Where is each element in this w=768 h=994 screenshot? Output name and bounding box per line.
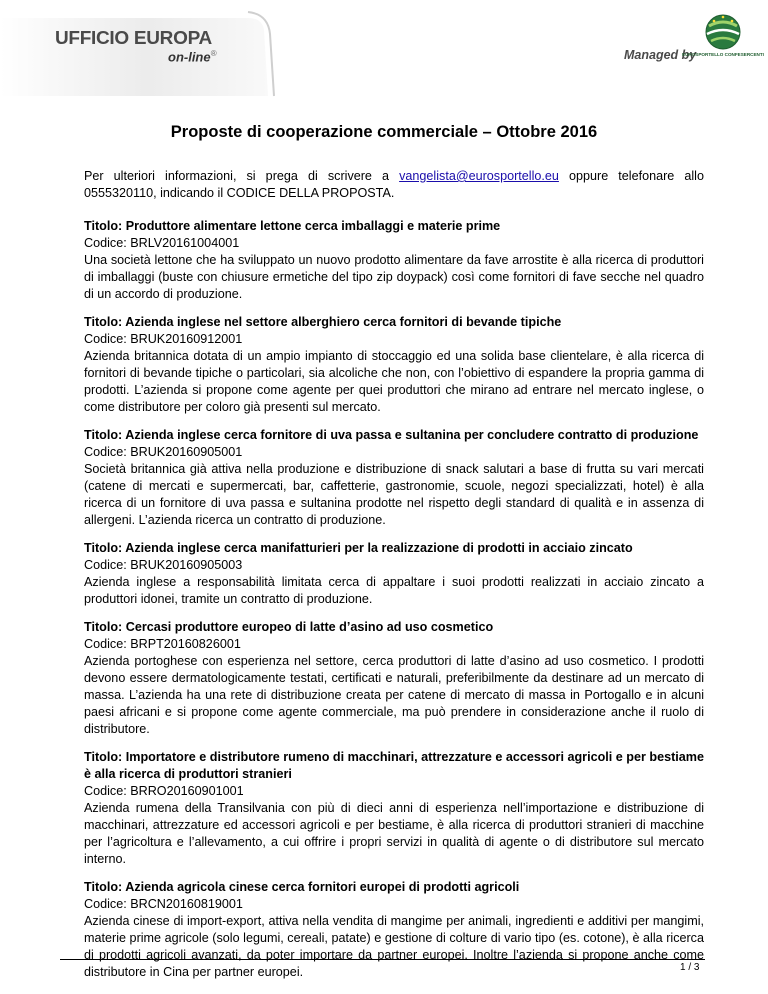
document-title: Proposte di cooperazione commerciale – Ottobre 2016	[170, 123, 598, 141]
eurosportello-logo-icon	[682, 12, 764, 64]
proposal-item	[84, 314, 704, 416]
managed-by-label: Managed by	[624, 48, 697, 62]
proposal-title-label: Titolo:	[84, 750, 123, 764]
proposal-code: Codice: BRPT20160826001	[84, 637, 241, 651]
proposal-title-text: Azienda inglese cerca manifatturieri per la realizzazione di prodotti in acciaio zincato	[122, 541, 633, 555]
brand-subtitle	[168, 49, 217, 64]
proposal-description: Azienda portoghese con esperienza nel settore, cerca produttori di latte d’asino ad uso cosmetico. I prodotti devono essere dermatologicamente testati, certificati e naturali, preferibilmente da destinare ad un mercato di massa. L’azienda ha una rete di distribuzione creata per catene di mercato di massa in Portogallo e in alcuni paesi africani e si propone come agente commerciale, ma può prendere in considerazione anche il ruolo di distributore.	[84, 654, 704, 736]
proposal-code: Codice: BRLV20161004001	[84, 236, 240, 250]
registered-mark: ®	[210, 49, 217, 58]
proposal-item	[84, 218, 704, 303]
proposal-description: Società britannica già attiva nella produzione e distribuzione di snack salutari a base di frutta su vari mercati (catene di mercati e supermercati, bar, caffetterie, gastronomie, scuole, negozi specializzati, hotel) è alla ricerca di un fornitore di uva passa e sultanina prodotte nel rispetto degli standard di qualità e in assenza di allergeni. L’azienda ricerca un contratto di produzione.	[84, 462, 704, 527]
intro-paragraph	[84, 168, 704, 202]
proposal-code: Codice: BRUK20160905003	[84, 558, 243, 572]
proposal-title-label: Titolo:	[84, 620, 123, 634]
proposal-title-label: Titolo	[84, 315, 119, 329]
proposal-description: Una società lettone che ha sviluppato un nuovo prodotto alimentare da fave arrostite è alla ricerca di produttori di imballaggi (buste con chiusure ermetiche del tipo zip doypack) così come fornitori di fave secche nel quadro di un accordo di produzione.	[84, 253, 704, 301]
proposal-description: Azienda cinese di import-export, attiva nella vendita di mangime per animali, ingredienti e additivi per mangimi, materie prime agricole (solo legumi, cereali, patate) e gestione di colture di vario tipo (es. cotone), è alla ricerca di prodotti agricoli avanzati, da poter importare da partner europei. Inoltre l’azienda si propone anche come distributore in Cina per partner europei.	[84, 914, 704, 979]
proposal-code: Codice: BRRO20160901001	[84, 784, 244, 798]
proposal-title-text: Azienda agricola cinese cerca fornitori europei di prodotti agricoli	[122, 880, 520, 894]
proposal-item	[84, 427, 704, 529]
proposal-title-text: Cercasi produttore europeo di latte d’asino ad uso cosmetico	[122, 620, 494, 634]
proposal-code: Codice: BRUK20160905001	[84, 445, 243, 459]
proposal-list	[84, 218, 704, 992]
proposal-title-text: : Azienda inglese nel settore alberghiero cerca fornitori di bevande tipiche	[118, 315, 562, 329]
proposal-title-label: Titolo:	[84, 541, 123, 555]
brand-title: UFFICIO EUROPA	[55, 28, 212, 49]
proposal-title	[84, 540, 704, 557]
intro-text-before: Per ulteriori informazioni, si prega di scrivere a	[84, 169, 400, 183]
proposal-description: Azienda britannica dotata di un ampio impianto di stoccaggio ed una solida base clientelare, è alla ricerca di fornitori di bevande tipiche o particolari, sia alcoliche che non, con l’obiettivo di espandere la propria gamma di prodotti. L’azienda si propone come agente per quei produttori che mirano ad entrare nel mercato inglese, o come distributore per coloro già presenti sul mercato.	[84, 349, 704, 414]
intro-text-after: oppure telefonare allo 0555320110, indicando il CODICE DELLA PROPOSTA.	[84, 169, 704, 200]
proposal-title-text: Produttore alimentare lettone cerca imballaggi e materie prime	[122, 219, 501, 233]
proposal-title	[84, 427, 704, 444]
proposal-item	[84, 749, 704, 868]
proposal-title-label: Titolo:	[84, 219, 123, 233]
proposal-title	[84, 619, 704, 636]
page-number: 1 / 3	[680, 962, 700, 973]
proposal-title-text: Importatore e distributore rumeno di macchinari, attrezzature e accessori agricoli e per bestiame è alla ricerca di produttori stranieri	[84, 750, 704, 781]
proposal-title-label: Titolo:	[84, 880, 123, 894]
proposal-title-text: Azienda inglese cerca fornitore di uva passa e sultanina per concludere contratto di produzione	[122, 428, 699, 442]
proposal-item	[84, 619, 704, 738]
proposal-code: Codice: BRCN20160819001	[84, 897, 243, 911]
brand-subtitle-text: on-line	[168, 49, 211, 65]
proposal-item	[84, 540, 704, 608]
proposal-title-label: Titolo:	[84, 428, 123, 442]
footer-divider	[60, 959, 705, 960]
proposal-description: Azienda rumena della Transilvania con più di dieci anni di esperienza nell’importazione e distribuzione di macchinari, attrezzature ed accessori agricoli e per bestiame, è alla ricerca di produttori stranieri di macchine per l’agricoltura e l’allevamento, a cui offrire i propri servizi in qualità di agente o di distributore sul mercato interno.	[84, 801, 704, 866]
logo-text: EUROSPORTELLO CONFESERCENTI	[682, 52, 764, 57]
proposal-description: Azienda inglese a responsabilità limitata cerca di appaltare i suoi prodotti realizzati in acciaio zincato a produttori idonei, tramite un contratto di produzione.	[84, 575, 704, 606]
proposal-title	[84, 879, 704, 896]
proposal-code: Codice: BRUK20160912001	[84, 332, 243, 346]
proposal-item	[84, 879, 704, 981]
proposal-title	[84, 749, 704, 783]
proposal-title	[84, 218, 704, 235]
proposal-title	[84, 314, 704, 331]
page-header	[0, 0, 768, 100]
contact-email-link[interactable]: vangelista@eurosportello.eu	[399, 169, 559, 183]
